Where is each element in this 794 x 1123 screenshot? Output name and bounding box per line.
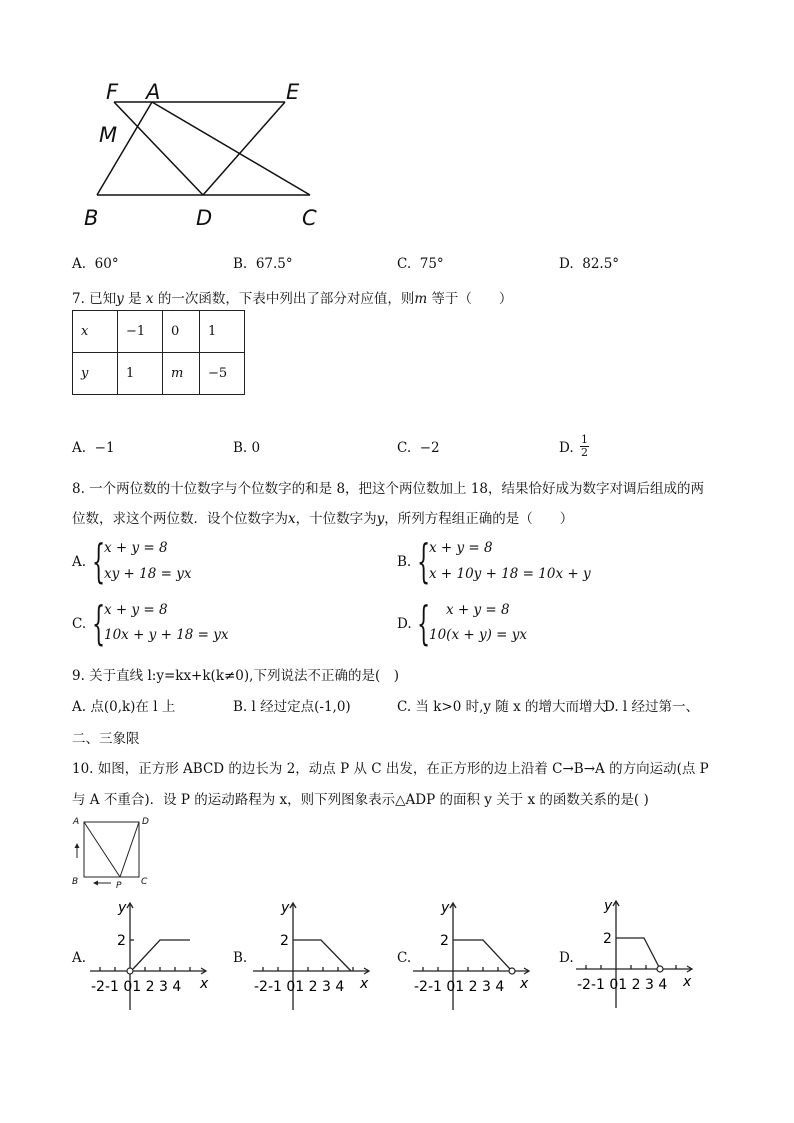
graph-option-c[interactable] xyxy=(413,898,543,1018)
table-row xyxy=(73,311,245,353)
table-row xyxy=(73,353,245,395)
q10-option-c-letter[interactable]: C. xyxy=(397,950,412,966)
table-cell: 1 xyxy=(200,311,245,353)
square-abcd-figure xyxy=(66,812,160,892)
axis-label-y: y xyxy=(118,900,127,916)
table-cell: x xyxy=(73,311,118,353)
q7-value-table xyxy=(72,310,245,395)
q9-option-d[interactable]: D. l 经过第一、 xyxy=(604,699,700,715)
q7-option-a[interactable]: A. −1 xyxy=(72,440,115,456)
q6-option-b[interactable]: B. 67.5° xyxy=(233,256,293,272)
label-p: P xyxy=(116,881,122,891)
graph-c-curve xyxy=(453,940,510,969)
tick-label-2: 2 xyxy=(117,933,126,949)
q8-stem-line2: 位数，求这个两位数．设个位数字为x，十位数字为y，所列方程组正确的是（ ） xyxy=(72,511,574,527)
table-cell: −5 xyxy=(200,353,245,395)
tick-label-2: 2 xyxy=(440,933,449,949)
axis-label-y: y xyxy=(281,900,290,916)
square-abcd xyxy=(84,822,139,877)
q10-stem-line1: 10. 如图，正方形 ABCD 的边长为 2，动点 P 从 C 出发，在正方形的边上沿着 C→B→A 的方向运动(点 P xyxy=(72,761,709,777)
table-cell: y xyxy=(73,353,118,395)
graph-d-curve xyxy=(616,938,659,967)
graph-b-curve xyxy=(293,940,351,971)
table-cell: −1 xyxy=(118,311,163,353)
q6-option-c[interactable]: C. 75° xyxy=(397,256,444,272)
open-point xyxy=(509,968,515,974)
graph-option-a[interactable] xyxy=(90,898,220,1018)
axis-label-x: x xyxy=(520,976,529,992)
q10-option-b-letter[interactable]: B. xyxy=(233,950,248,966)
arrow-left-icon xyxy=(93,881,98,886)
tick-label-2: 2 xyxy=(280,933,289,949)
open-point xyxy=(657,966,663,972)
q9-stem: 9. 关于直线 l:y=kx+k(k≠0),下列说法不正确的是( ) xyxy=(72,668,399,684)
table-cell: 0 xyxy=(163,311,200,353)
label-d: D xyxy=(142,817,149,827)
q7-option-d[interactable]: D. xyxy=(559,440,574,456)
q9-option-d-continued: 二、三象限 xyxy=(72,731,140,747)
graph-a-curve xyxy=(133,940,190,969)
label-b: B xyxy=(84,206,99,230)
segment-dp xyxy=(120,822,139,877)
tick-labels-x: -2-1 01 2 3 4 xyxy=(414,979,505,995)
axis-label-y: y xyxy=(441,900,450,916)
label-m: M xyxy=(99,123,118,147)
q9-option-a[interactable]: A. 点(0,k)在 l 上 xyxy=(72,699,176,715)
label-f: F xyxy=(106,80,119,104)
tick-labels-x: -2-1 01 2 3 4 xyxy=(254,979,345,995)
label-c: C xyxy=(141,877,148,887)
axis-label-x: x xyxy=(200,976,209,992)
label-b: B xyxy=(72,877,79,887)
label-c: C xyxy=(302,206,317,230)
arrow-up-icon xyxy=(75,843,80,848)
q6-option-d[interactable]: D. 82.5° xyxy=(559,256,620,272)
segment-ab xyxy=(97,102,152,195)
tick-label-2: 2 xyxy=(603,931,612,947)
segment-ed xyxy=(203,102,285,195)
segment-ap xyxy=(84,822,120,877)
table-cell: 1 xyxy=(118,353,163,395)
label-d: D xyxy=(196,206,213,230)
graph-option-b[interactable] xyxy=(253,898,383,1018)
table-cell: m xyxy=(163,353,200,395)
q10-option-a-letter[interactable]: A. xyxy=(72,950,87,966)
open-point xyxy=(127,968,133,974)
q10-option-d-letter[interactable]: D. xyxy=(559,950,574,966)
q6-option-a[interactable]: A. 60° xyxy=(72,256,119,272)
q7-option-b[interactable]: B. 0 xyxy=(233,440,261,456)
label-e: E xyxy=(286,80,300,104)
q10-stem-line2: 与 A 不重合)．设 P 的运动路程为 x，则下列图象表示△ADP 的面积 y 关于 x 的函数关系的是( ) xyxy=(72,792,649,808)
label-a: A xyxy=(146,80,161,104)
segment-ac xyxy=(152,102,310,195)
axis-label-y: y xyxy=(604,898,613,914)
axis-label-x: x xyxy=(360,976,369,992)
q7-option-d-fraction: 1 2 xyxy=(581,433,588,459)
label-a: A xyxy=(73,817,80,827)
tick-labels-x: -2-1 01 2 3 4 xyxy=(91,979,182,995)
q9-option-b[interactable]: B. l 经过定点(-1,0) xyxy=(233,699,351,715)
segment-fd xyxy=(114,102,203,195)
q7-stem: 7. 已知y 是 x 的一次函数，下表中列出了部分对应值，则m 等于（ ） xyxy=(72,291,513,307)
geometry-figure-fame xyxy=(80,78,340,238)
tick-labels-x: -2-1 01 2 3 4 xyxy=(577,977,668,993)
q8-stem-line1: 8. 一个两位数的十位数字与个位数字的和是 8，把这个两位数加上 18，结果恰好成为数字对调后组成的两 xyxy=(72,481,705,497)
q9-option-c[interactable]: C. 当 k>0 时,y 随 x 的增大而增大 xyxy=(397,699,606,715)
axis-label-x: x xyxy=(683,974,692,990)
graph-option-d[interactable] xyxy=(576,896,706,1016)
q7-option-c[interactable]: C. −2 xyxy=(397,440,440,456)
